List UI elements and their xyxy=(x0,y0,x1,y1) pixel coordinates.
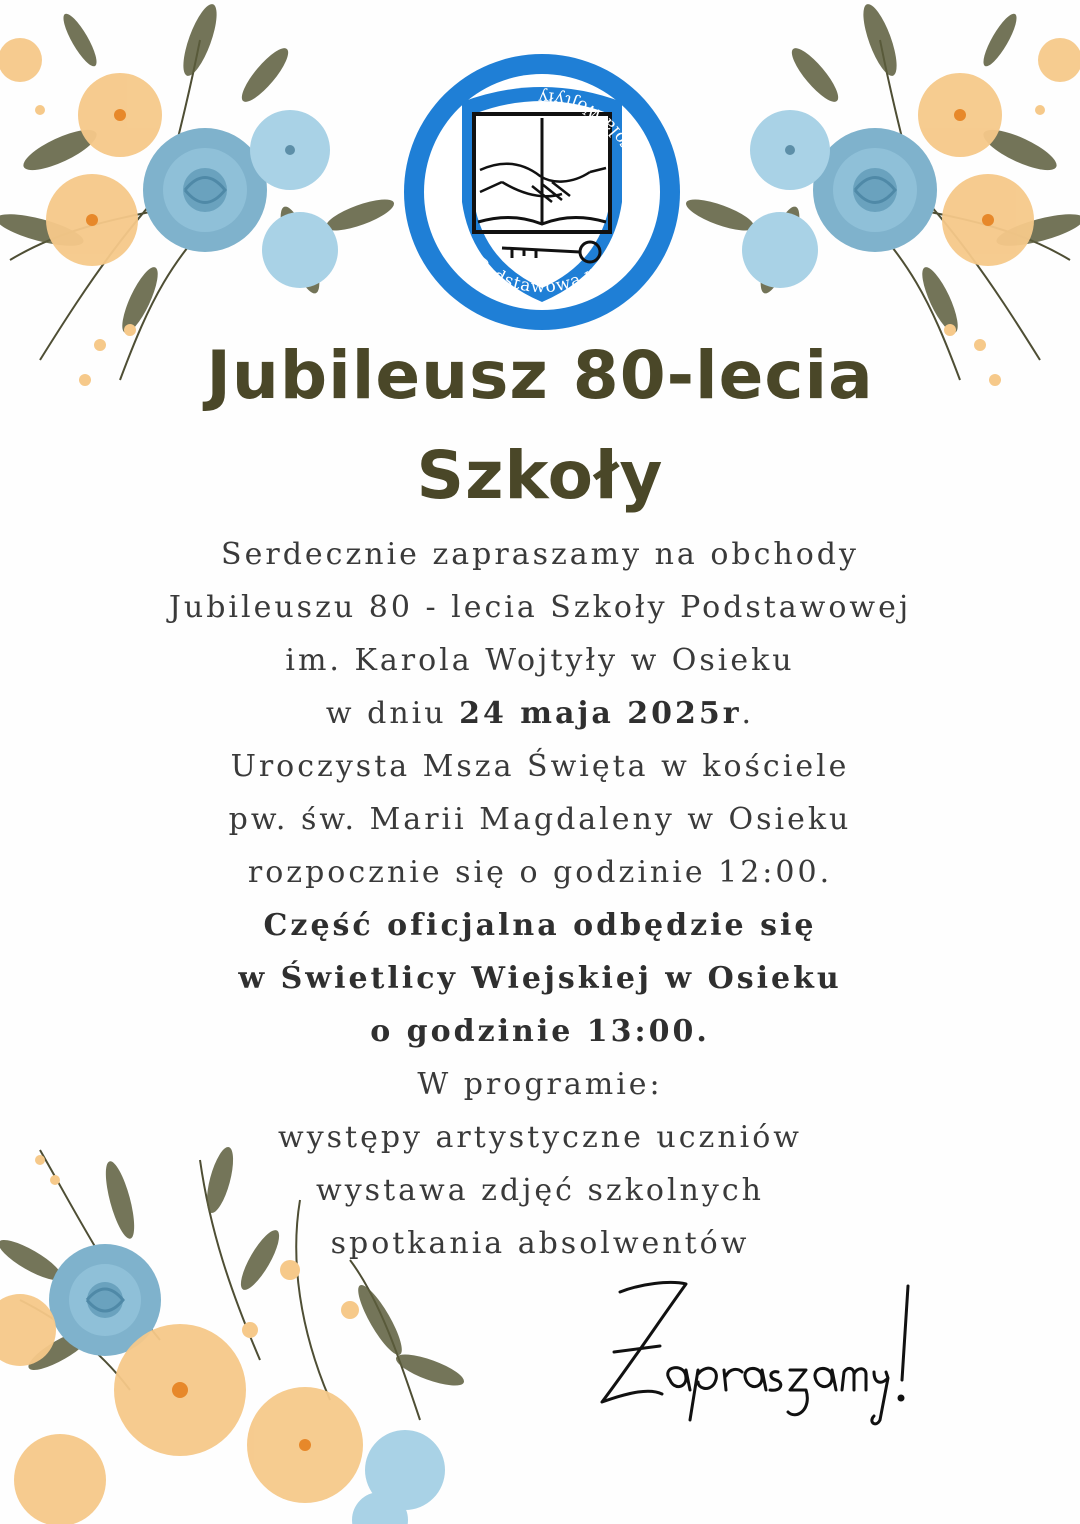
text-line-7: rozpocznie się o godzinie 12:00. xyxy=(247,855,833,890)
text-line-14: spotkania absolwentów xyxy=(330,1226,750,1261)
page-title-line-1: Jubileusz 80-lecia xyxy=(206,337,874,414)
school-logo xyxy=(402,52,682,332)
text-line-6: pw. św. Marii Magdaleny w Osieku xyxy=(228,802,852,837)
text-line-4 xyxy=(60,687,1020,740)
text-line-5: Uroczysta Msza Święta w kościele xyxy=(230,749,850,784)
text-line-3: im. Karola Wojtyły w Osieku xyxy=(285,643,795,678)
date-prefix: w dniu xyxy=(325,696,460,731)
text-line-1: Serdecznie zapraszamy na obchody xyxy=(221,537,859,572)
text-line-8: Część oficjalna odbędzie się xyxy=(263,908,817,943)
text-line-10: o godzinie 13:00. xyxy=(370,1014,710,1049)
text-line-9: w Świetlicy Wiejskiej w Osieku xyxy=(238,961,842,996)
event-date: 24 maja 2025r xyxy=(459,696,742,731)
text-line-2: Jubileuszu 80 - lecia Szkoły Podstawowej xyxy=(168,590,912,625)
signature-zapraszamy xyxy=(590,1270,930,1430)
invitation-text xyxy=(60,528,1020,1270)
logo-text: Szkoła Podstawowa w Osieku im. Karola Wojtyły xyxy=(437,86,648,298)
text-line-12: występy artystyczne uczniów xyxy=(278,1120,802,1155)
text-line-11: W programie: xyxy=(417,1067,663,1102)
text-line-13: wystawa zdjęć szkolnych xyxy=(316,1173,764,1208)
page-title-line-2: Szkoły xyxy=(416,437,664,514)
date-suffix: . xyxy=(741,696,755,731)
